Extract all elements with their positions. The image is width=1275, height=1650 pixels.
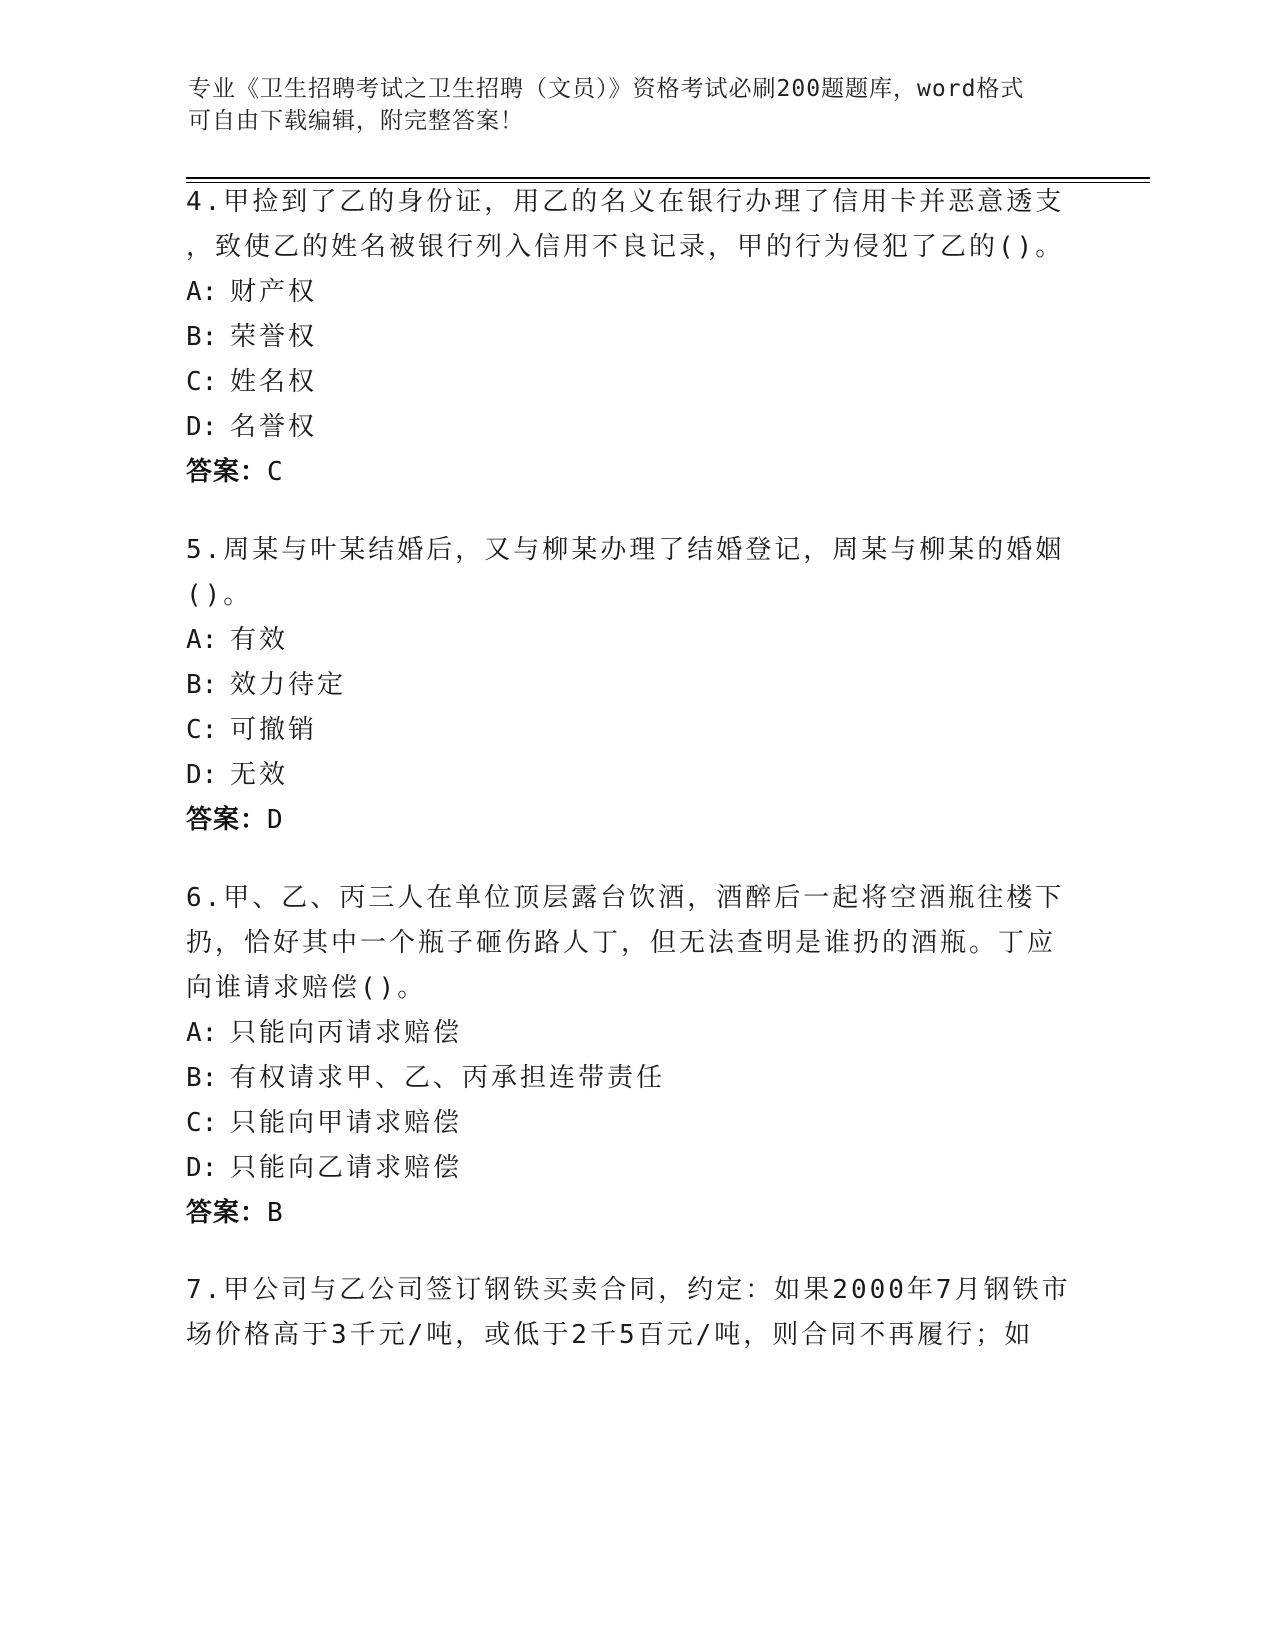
question-4 (186, 180, 1086, 495)
option-a (186, 618, 1086, 663)
option-key: C: (186, 1108, 218, 1138)
option-key: A: (186, 277, 218, 307)
question-text-line: 扔，恰好其中一个瓶子砸伤路人丁，但无法查明是谁扔的酒瓶。丁应 (186, 928, 1057, 958)
option-text: 效力待定 (230, 670, 347, 700)
header-divider-thick (186, 177, 1150, 179)
question-text-line: 场价格高于3千元/吨，或低于2千5百元/吨，则合同不再履行；如 (186, 1320, 1034, 1350)
option-a (186, 270, 1086, 315)
question-text-line: 7.甲公司与乙公司签订钢铁买卖合同，约定：如果2000年7月钢铁市 (186, 1275, 1071, 1305)
option-text: 有效 (230, 625, 289, 655)
answer (186, 450, 1086, 495)
option-text: 可撤销 (230, 715, 318, 745)
option-text: 财产权 (230, 277, 318, 307)
option-b (186, 1056, 1086, 1101)
option-a (186, 1011, 1086, 1056)
option-key: D: (186, 412, 218, 442)
question-7 (186, 1268, 1086, 1358)
question-text-line: 6.甲、乙、丙三人在单位顶层露台饮酒，酒醉后一起将空酒瓶往楼下 (186, 883, 1065, 913)
answer (186, 1191, 1086, 1236)
document-header (188, 73, 1068, 137)
question-text-line: ()。 (186, 580, 253, 610)
question-5 (186, 528, 1086, 843)
question-text-line: 5.周某与叶某结婚后，又与柳某办理了结婚登记，周某与柳某的婚姻 (186, 535, 1065, 565)
option-key: B: (186, 1063, 218, 1093)
header-title-line-2: 可自由下载编辑，附完整答案！ (188, 108, 524, 134)
option-key: A: (186, 625, 218, 655)
option-c (186, 708, 1086, 753)
question-text-line: 向谁请求赔偿()。 (186, 973, 427, 1003)
option-text: 荣誉权 (230, 322, 318, 352)
option-key: C: (186, 715, 218, 745)
answer-label: 答案： (186, 1198, 268, 1228)
option-d (186, 405, 1086, 450)
option-b (186, 663, 1086, 708)
question-6 (186, 876, 1086, 1236)
option-text: 只能向甲请求赔偿 (230, 1108, 463, 1138)
answer-value: B (267, 1198, 284, 1228)
answer-value: D (267, 805, 284, 835)
option-text: 姓名权 (230, 367, 318, 397)
option-text: 有权请求甲、乙、丙承担连带责任 (230, 1063, 666, 1093)
answer (186, 798, 1086, 843)
option-text: 无效 (230, 760, 289, 790)
answer-label: 答案： (186, 457, 268, 487)
answer-value: C (267, 457, 284, 487)
option-text: 只能向乙请求赔偿 (230, 1153, 463, 1183)
option-d (186, 753, 1086, 798)
option-c (186, 1101, 1086, 1146)
option-key: B: (186, 670, 218, 700)
question-text-line: 4.甲捡到了乙的身份证，用乙的名义在银行办理了信用卡并恶意透支 (186, 187, 1065, 217)
answer-label: 答案： (186, 805, 268, 835)
option-key: B: (186, 322, 218, 352)
option-d (186, 1146, 1086, 1191)
option-key: C: (186, 367, 218, 397)
option-c (186, 360, 1086, 405)
option-key: D: (186, 1153, 218, 1183)
header-title-line-1: 专业《卫生招聘考试之卫生招聘（文员）》资格考试必刷200题题库，word格式 (188, 76, 1025, 102)
question-text-line: ，致使乙的姓名被银行列入信用不良记录，甲的行为侵犯了乙的()。 (186, 232, 1065, 262)
option-text: 只能向丙请求赔偿 (230, 1018, 463, 1048)
option-key: A: (186, 1018, 218, 1048)
option-key: D: (186, 760, 218, 790)
option-b (186, 315, 1086, 360)
option-text: 名誉权 (230, 412, 318, 442)
